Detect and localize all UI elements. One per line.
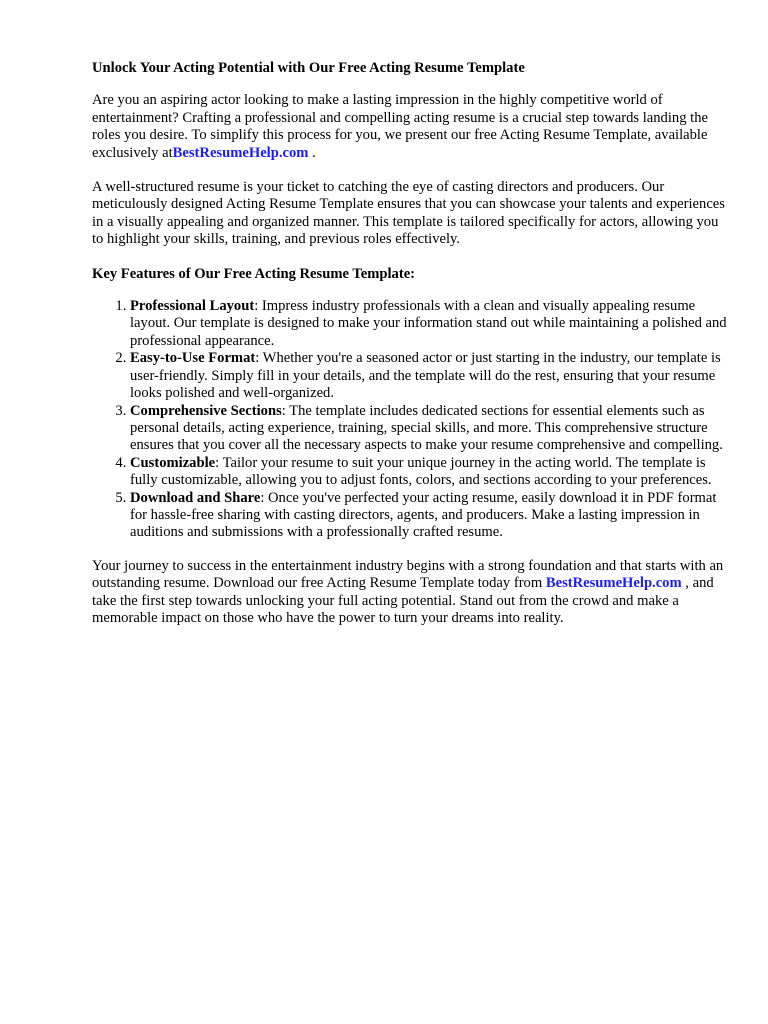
closing-text: Your journey to success in the entertainment industry begins with a strong foundation and that starts with an outstanding resume. Download our free Acting Resume Template today from (92, 557, 724, 592)
features-heading: Key Features of Our Free Acting Resume Template: (92, 265, 416, 282)
document-title: Unlock Your Acting Potential with Our Free Acting Resume Template (92, 60, 525, 76)
feature-text: : Once you've perfected your acting resume, easily download it in PDF format for hassle-free sharing with casting directors, agents, and producers. Make a lasting impression in auditions and submissions with a professionally crafted resume. (130, 489, 717, 541)
feature-text: : The template includes dedicated sections for essential elements such as personal details, acting experience, training, special skills, and more. This comprehensive structure ensures that you cover all the necessary aspects to make your resume comprehensive and compelling. (130, 402, 723, 454)
feature-text: : Whether you're a seasoned actor or just starting in the industry, our template is user-friendly. Simply fill in your details, and the template will do the rest, ensuring that your resume looks polished and well-organized. (130, 350, 721, 402)
document-page (92, 60, 732, 644)
list-item (130, 455, 732, 490)
feature-text: : Impress industry professionals with a clean and visually appealing resume layout. Our template is designed to make your information stand out while maintaining a polished and professional appearance. (130, 298, 727, 349)
intro-link[interactable]: BestResumeHelp.com (172, 144, 309, 161)
intro-text: Are you an aspiring actor looking to make a lasting impression in the highly competitive world of entertainment? Crafting a professional and compelling acting resume is a crucial step towards landing the roles you desire. To simplify this process for you, we present our free Acting Resume Template, available exclusively at (92, 92, 708, 161)
intro-text-end: . (308, 144, 316, 161)
feature-name: Easy-to-Use Format (130, 350, 256, 367)
closing-link[interactable]: BestResumeHelp.com (545, 575, 682, 592)
intro-paragraph (92, 92, 732, 162)
list-item (130, 350, 732, 402)
paragraph-2: A well-structured resume is your ticket to catching the eye of casting directors and producers. Our meticulously designed Acting Resume Template ensures that you can showcase your talents and experiences in a visually appealing and organized manner. This template is tailored specifically for actors, allowing you to highlight your skills, training, and previous roles effectively. (92, 179, 725, 248)
features-list (92, 298, 732, 542)
feature-text: : Tailor your resume to suit your unique journey in the acting world. The template is fully customizable, allowing you to adjust fonts, colors, and sections according to your preferences. (130, 454, 712, 489)
closing-paragraph (92, 558, 732, 628)
feature-name: Professional Layout (130, 298, 255, 315)
feature-name: Customizable (130, 454, 216, 471)
list-item (130, 403, 732, 455)
feature-name: Comprehensive Sections (130, 402, 282, 419)
list-item (130, 298, 732, 350)
feature-name: Download and Share (130, 489, 261, 506)
closing-text-end: , and take the first step towards unlocking your full acting potential. Stand out from the crowd and make a memorable impact on those who have the power to turn your dreams into reality. (92, 575, 714, 626)
list-item (130, 490, 732, 542)
